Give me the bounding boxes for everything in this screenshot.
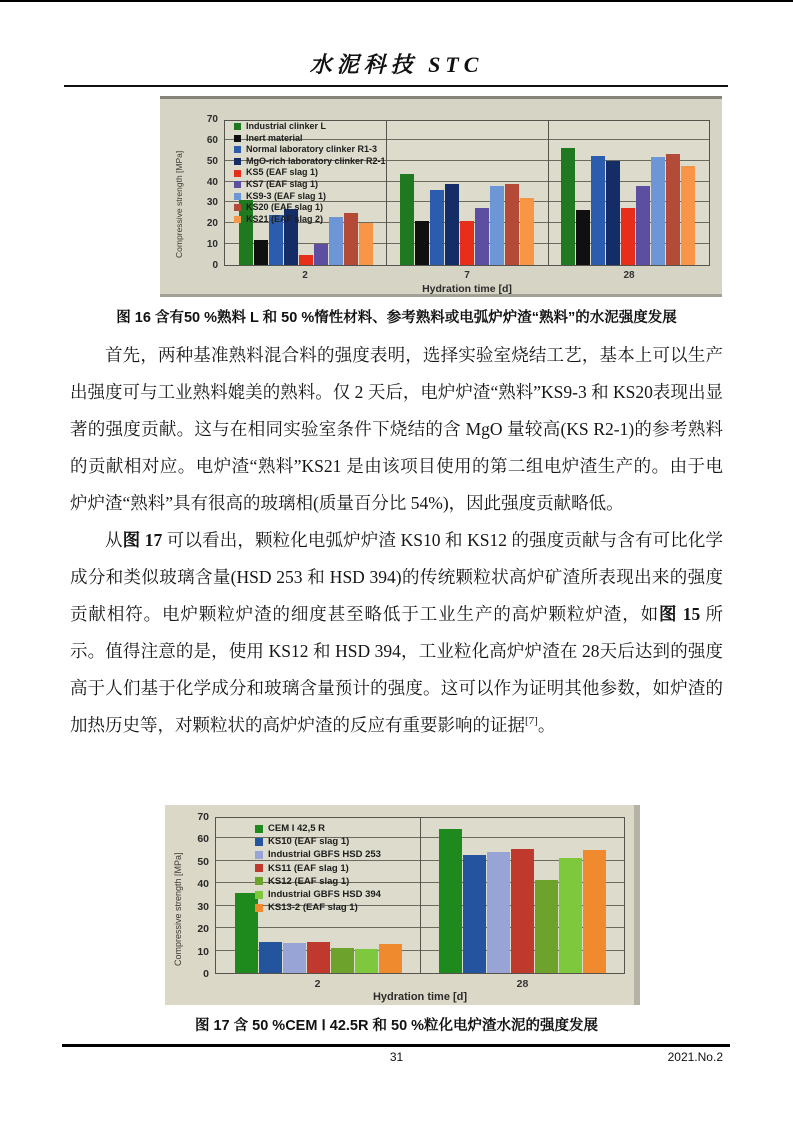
text-segment: 从: [105, 530, 123, 550]
y-axis-tick-label: 40: [197, 878, 209, 891]
y-axis-title: Compressive strength [MPa]: [174, 150, 184, 258]
bar: [511, 849, 534, 973]
bar: [636, 186, 650, 265]
body-text: [70, 337, 723, 744]
legend-label: KS12 (EAF slag 1): [268, 875, 350, 887]
bar: [415, 221, 429, 265]
legend-item: [255, 848, 381, 861]
legend-color-swatch: [234, 123, 241, 130]
legend-color-swatch: [234, 158, 241, 165]
bar: [606, 161, 620, 265]
legend-label: Industrial GBFS HSD 253: [268, 849, 381, 861]
y-axis-tick-label: 10: [206, 239, 218, 251]
bar: [314, 244, 328, 265]
x-category-label: 2: [314, 978, 321, 990]
footer-divider: [62, 1044, 730, 1047]
bar-group-28d: [420, 818, 624, 973]
figure-16-caption: 图 16 含有50 %熟料 L 和 50 %惰性材料、参考熟料或电弧炉炉渣“熟料”的水泥强度发展: [116, 310, 677, 326]
journal-header-title: 水泥科技 STC: [309, 52, 484, 77]
legend-label: Normal laboratory clinker R1-3: [246, 144, 378, 155]
bar: [651, 157, 665, 265]
text-segment: 。: [537, 715, 556, 735]
text-segment: 图 15: [659, 604, 701, 624]
page-top-border: [0, 0, 793, 2]
legend-item: [255, 835, 381, 848]
bar: [439, 829, 462, 973]
y-axis-title: Compressive strength [MPa]: [173, 852, 183, 966]
bar: [254, 240, 268, 265]
legend-label: CEM I 42,5 R: [268, 823, 326, 834]
legend-label: MgO-rich laboratory clinker R2-1: [246, 155, 386, 166]
text-segment: 可以看出，颗粒化电弧炉炉渣 KS10 和 KS12 的强度贡献与含有可比化学成分和类似玻璃含量(HSD 253 和 HSD 394)的传统颗粒状高炉矿渣所表现出来的强度贡献相符。电炉颗粒炉渣的细度甚至略低于工业生产的高炉颗粒炉渣，如: [70, 530, 724, 624]
paragraph-2: [70, 522, 723, 744]
bar: [681, 166, 695, 265]
figure-17-caption: 图 17 含 50 %CEM Ⅰ 42.5R 和 50 %粒化电炉渣水泥的强度发展: [194, 1018, 599, 1034]
issue-number: 2021.No.2: [667, 1050, 723, 1064]
bar: [307, 942, 330, 973]
bar: [559, 858, 582, 974]
legend-item: [255, 901, 381, 914]
bar: [561, 148, 575, 265]
legend-color-swatch: [234, 216, 241, 223]
text-segment: 图 17: [122, 530, 163, 550]
y-axis-tick-label: 0: [203, 968, 209, 980]
paragraph-1: [70, 337, 723, 522]
bar: [490, 186, 504, 265]
y-axis-tick-label: 10: [197, 945, 209, 958]
y-axis-tick-label: 70: [197, 811, 209, 823]
page-number: 31: [389, 1050, 404, 1064]
legend-item: [234, 167, 386, 179]
legend-color-swatch: [234, 170, 241, 177]
bar: [576, 210, 590, 265]
legend-color-swatch: [234, 181, 241, 188]
x-category-label: 28: [623, 270, 635, 281]
y-axis-tick-label: 30: [206, 197, 218, 209]
figure-17-chart: [165, 805, 640, 1005]
bar: [520, 198, 534, 265]
bar-group-7d: [386, 121, 547, 265]
x-category-label: 2: [302, 270, 308, 281]
legend-color-swatch: [255, 877, 263, 885]
legend-label: KS11 (EAF slag 1): [268, 862, 349, 874]
legend-item: [234, 214, 386, 226]
y-axis-tick-label: 0: [212, 260, 218, 271]
x-axis-title: Hydration time [d]: [372, 991, 468, 1003]
bar: [355, 949, 378, 973]
bar: [505, 184, 519, 265]
y-axis-tick-label: 40: [206, 176, 218, 188]
legend-item: [234, 179, 386, 191]
x-category-label: 28: [516, 978, 529, 990]
legend-color-swatch: [255, 851, 263, 859]
legend-label: KS13-2 (EAF slag 1): [268, 902, 358, 914]
legend-label: KS10 (EAF slag 1): [268, 836, 350, 848]
legend-item: [234, 191, 386, 203]
bar: [460, 221, 474, 265]
legend-label: KS9-3 (EAF slag 1): [246, 190, 327, 201]
legend-label: KS7 (EAF slag 1): [246, 178, 319, 189]
legend-item: [234, 121, 386, 133]
bar: [430, 190, 444, 265]
legend-item: [234, 202, 386, 214]
legend-item: [234, 144, 386, 156]
y-axis-tick-label: 70: [206, 114, 218, 125]
legend-item: [255, 822, 381, 835]
x-category-label: 7: [464, 270, 470, 281]
bar: [535, 880, 558, 973]
chart-legend: [234, 121, 386, 225]
legend-label: Industrial clinker L: [246, 121, 327, 131]
legend-item: [255, 862, 381, 875]
legend-item: [234, 133, 386, 145]
text-segment: 首先，两种基准熟料混合料的强度表明，选择实验室烧结工艺，基本上可以生产出强度可与工业熟料媲美的熟料。仅 2 天后，电炉炉渣“熟料”KS9-3 和 KS20表现出显著的强度贡献。这与在相同实验室条件下烧结的含 MgO 量较高(KS R2-1)的参考熟料的贡献相对应。电炉渣“熟料”KS21 是由该项目使用的第二组电炉渣生产的。由于电炉炉渣“熟料”具有很高的玻璃相(质量百分比 54%)，因此强度贡献略低。: [70, 345, 723, 513]
legend-item: [255, 875, 381, 888]
bar: [666, 154, 680, 265]
legend-item: [255, 888, 381, 901]
bar: [445, 184, 459, 265]
legend-color-swatch: [234, 135, 241, 142]
header-divider: [64, 85, 728, 87]
legend-color-swatch: [255, 838, 263, 846]
legend-color-swatch: [234, 193, 241, 200]
bar: [591, 156, 605, 266]
bar: [621, 208, 635, 265]
bar: [299, 255, 313, 265]
legend-color-swatch: [255, 904, 263, 912]
legend-label: Inert material: [246, 132, 303, 143]
legend-label: KS21 (EAF slag 2): [246, 213, 324, 224]
y-axis-tick-label: 50: [197, 855, 209, 868]
bar: [400, 174, 414, 265]
legend-item: [234, 156, 386, 168]
legend-color-swatch: [255, 825, 263, 833]
text-segment: 所示。值得注意的是，使用 KS12 和 HSD 394，工业粒化高炉炉渣在 28天后达到的强度高于人们基于化学成分和玻璃含量预计的强度。这可以作为证明其他参数，如炉渣的加热历史等，对颗粒状的高炉炉渣的反应有重要影响的证据: [70, 604, 724, 735]
legend-color-swatch: [234, 146, 241, 153]
bar: [259, 942, 282, 973]
bar: [463, 855, 486, 973]
y-axis-tick-label: 20: [206, 218, 218, 230]
bar: [331, 948, 354, 973]
bar: [475, 208, 489, 265]
y-axis-tick-label: 50: [206, 155, 218, 167]
y-axis-tick-label: 60: [197, 833, 209, 846]
bar: [583, 850, 606, 973]
bar: [379, 944, 402, 973]
bar: [487, 852, 510, 973]
legend-label: KS20 (EAF slag 1): [246, 202, 324, 213]
chart-legend: [255, 822, 381, 914]
legend-label: KS5 (EAF slag 1): [246, 167, 319, 178]
legend-color-swatch: [255, 864, 263, 872]
legend-label: Industrial GBFS HSD 394: [268, 889, 381, 901]
x-axis-title: Hydration time [d]: [422, 283, 512, 295]
bar-group-28d: [548, 121, 709, 265]
legend-color-swatch: [234, 204, 241, 211]
bar: [283, 943, 306, 973]
figure-16-chart: [160, 96, 722, 297]
bar: [359, 223, 373, 265]
y-axis-tick-label: 20: [197, 923, 209, 936]
reference-superscript: [7]: [525, 715, 538, 728]
legend-color-swatch: [255, 891, 263, 899]
y-axis-tick-label: 60: [206, 134, 218, 146]
y-axis-tick-label: 30: [197, 900, 209, 913]
